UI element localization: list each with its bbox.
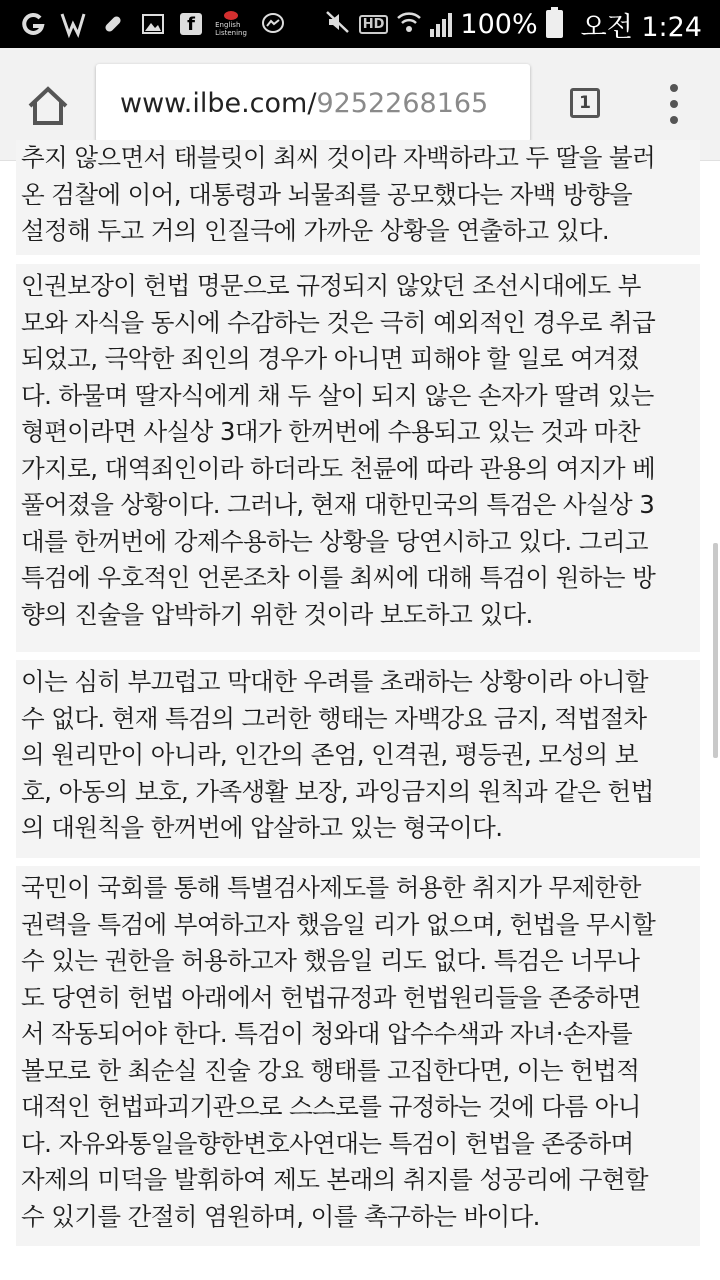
paragraph-line: 서 작동되어야 한다. 특검이 청와대 압수수색과 자녀·손자를 [21,1019,633,1048]
paragraph-line: 권력을 특검에 부여하고자 했음일 리가 없으며, 헌법을 무시할 [21,909,656,939]
hd-voice-icon: HD [359,15,389,34]
paragraph-line: 형편이라면 사실상 3대가 한꺼번에 수용되고 있는 것과 마찬 [21,417,640,446]
paragraph-line: 특검에 우호적인 언론조차 이를 최씨에 대해 특검이 원하는 방 [21,563,656,592]
paragraph-line: 대적인 헌법파괴기관으로 스스로를 규정하는 것에 다름 아니 [21,1092,641,1121]
paragraph-line: 대를 한꺼번에 강제수용하는 상황을 당연시하고 있다. 그리고 [21,526,648,556]
paragraph-line: 볼모로 한 최순실 진술 강요 행태를 고집한다면, 이는 헌법적 [21,1055,640,1085]
paragraph-line: 다. 자유와통일을향한변호사연대는 특검이 헌법을 존중하며 [21,1128,634,1158]
paragraph-line: 의 원리만이 아니라, 인간의 존엄, 인격권, 평등권, 모성의 보 [21,740,638,769]
url-host: www.ilbe.com/ [120,87,317,119]
paragraph-line: 온 검찰에 이어, 대통령과 뇌물죄를 공모했다는 자백 방향을 [21,179,633,209]
home-icon[interactable] [24,82,72,130]
status-bar [0,0,720,48]
paragraph-line: 풀어졌을 상황이다. 그러나, 현재 대한민국의 특검은 사실상 3 [21,490,655,519]
paragraph-line: 자제의 미덕을 발휘하여 제도 본래의 취지를 성공리에 구현할 [21,1165,648,1194]
url-path: 9252268165 [316,87,489,119]
battery-icon [546,10,563,38]
signal-icon [430,11,452,37]
overflow-menu-icon[interactable] [666,84,682,124]
paragraph-line: 되었고, 극악한 죄인의 경우가 아니면 피해야 할 일로 여겨졌 [21,344,640,373]
english-listening-icon [216,11,246,37]
paragraph-line: 수 있기를 간절히 염원하며, 이를 촉구하는 바이다. [21,1201,540,1231]
system-status [325,0,702,48]
paragraph-line: 호, 아동의 보호, 가족생활 보장, 과잉금지의 원칙과 같은 헌법 [21,776,654,806]
paragraph-line: 향의 진술을 압박하기 위한 것이라 보도하고 있다. [21,599,533,629]
image-icon [140,11,166,37]
paragraph-line: 이는 심히 부끄럽고 막대한 우려를 초래하는 상황이라 아니할 [21,667,648,696]
paragraph-line: 인권보장이 헌법 명문으로 규정되지 않았던 조선시대에도 부 [21,271,641,300]
paragraph-line: 추지 않으면서 태블릿이 최씨 것이라 자백하라고 두 딸을 불러 [21,143,656,172]
paragraph-line: 의 대원칙을 한꺼번에 압살하고 있는 형국이다. [21,813,503,842]
pill-icon [100,11,126,37]
charging-icon [60,11,86,37]
g-icon [20,11,46,37]
mute-icon [325,9,351,39]
article-paragraph [16,866,700,1246]
paragraph-line: 수 있는 권한을 허용하고자 했음일 리도 없다. 특검은 너무나 [21,946,640,975]
paragraph-line: 도 당연히 헌법 아래에서 헌법규정과 헌법원리들을 존중하면 [21,982,641,1012]
wifi-icon [396,10,422,38]
article-paragraph [16,140,700,255]
battery-percent: 100% [460,8,538,40]
tab-switcher-button[interactable]: 1 [570,88,600,118]
article-paragraph [16,660,700,858]
paragraph-line: 수 없다. 현재 특검의 그러한 행태는 자백강요 금지, 적법절차 [21,703,647,733]
article-content [0,143,720,1280]
paragraph-line: 설정해 두고 거의 인질극에 가까운 상황을 연출하고 있다. [21,216,610,245]
page-scrollbar[interactable] [713,543,718,758]
paragraph-line: 모와 자식을 동시에 수감하는 것은 극히 예외적인 경우로 취급 [21,307,656,337]
paragraph-line: 국민이 국회를 통해 특별검사제도를 허용한 취지가 무제한한 [21,873,641,902]
facebook-icon: f [180,13,202,35]
address-bar[interactable] [96,64,530,142]
clock: 오전 1:24 [580,11,702,43]
notification-icons [20,0,286,48]
paragraph-line: 가지로, 대역죄인이라 하더라도 천륜에 따라 관용의 여지가 베 [21,453,656,483]
messenger-icon [260,11,286,37]
article-paragraph [16,264,700,652]
english-listening-label: English Listening [215,21,247,37]
paragraph-line: 다. 하물며 딸자식에게 채 두 살이 되지 않은 손자가 딸려 있는 [21,380,654,410]
